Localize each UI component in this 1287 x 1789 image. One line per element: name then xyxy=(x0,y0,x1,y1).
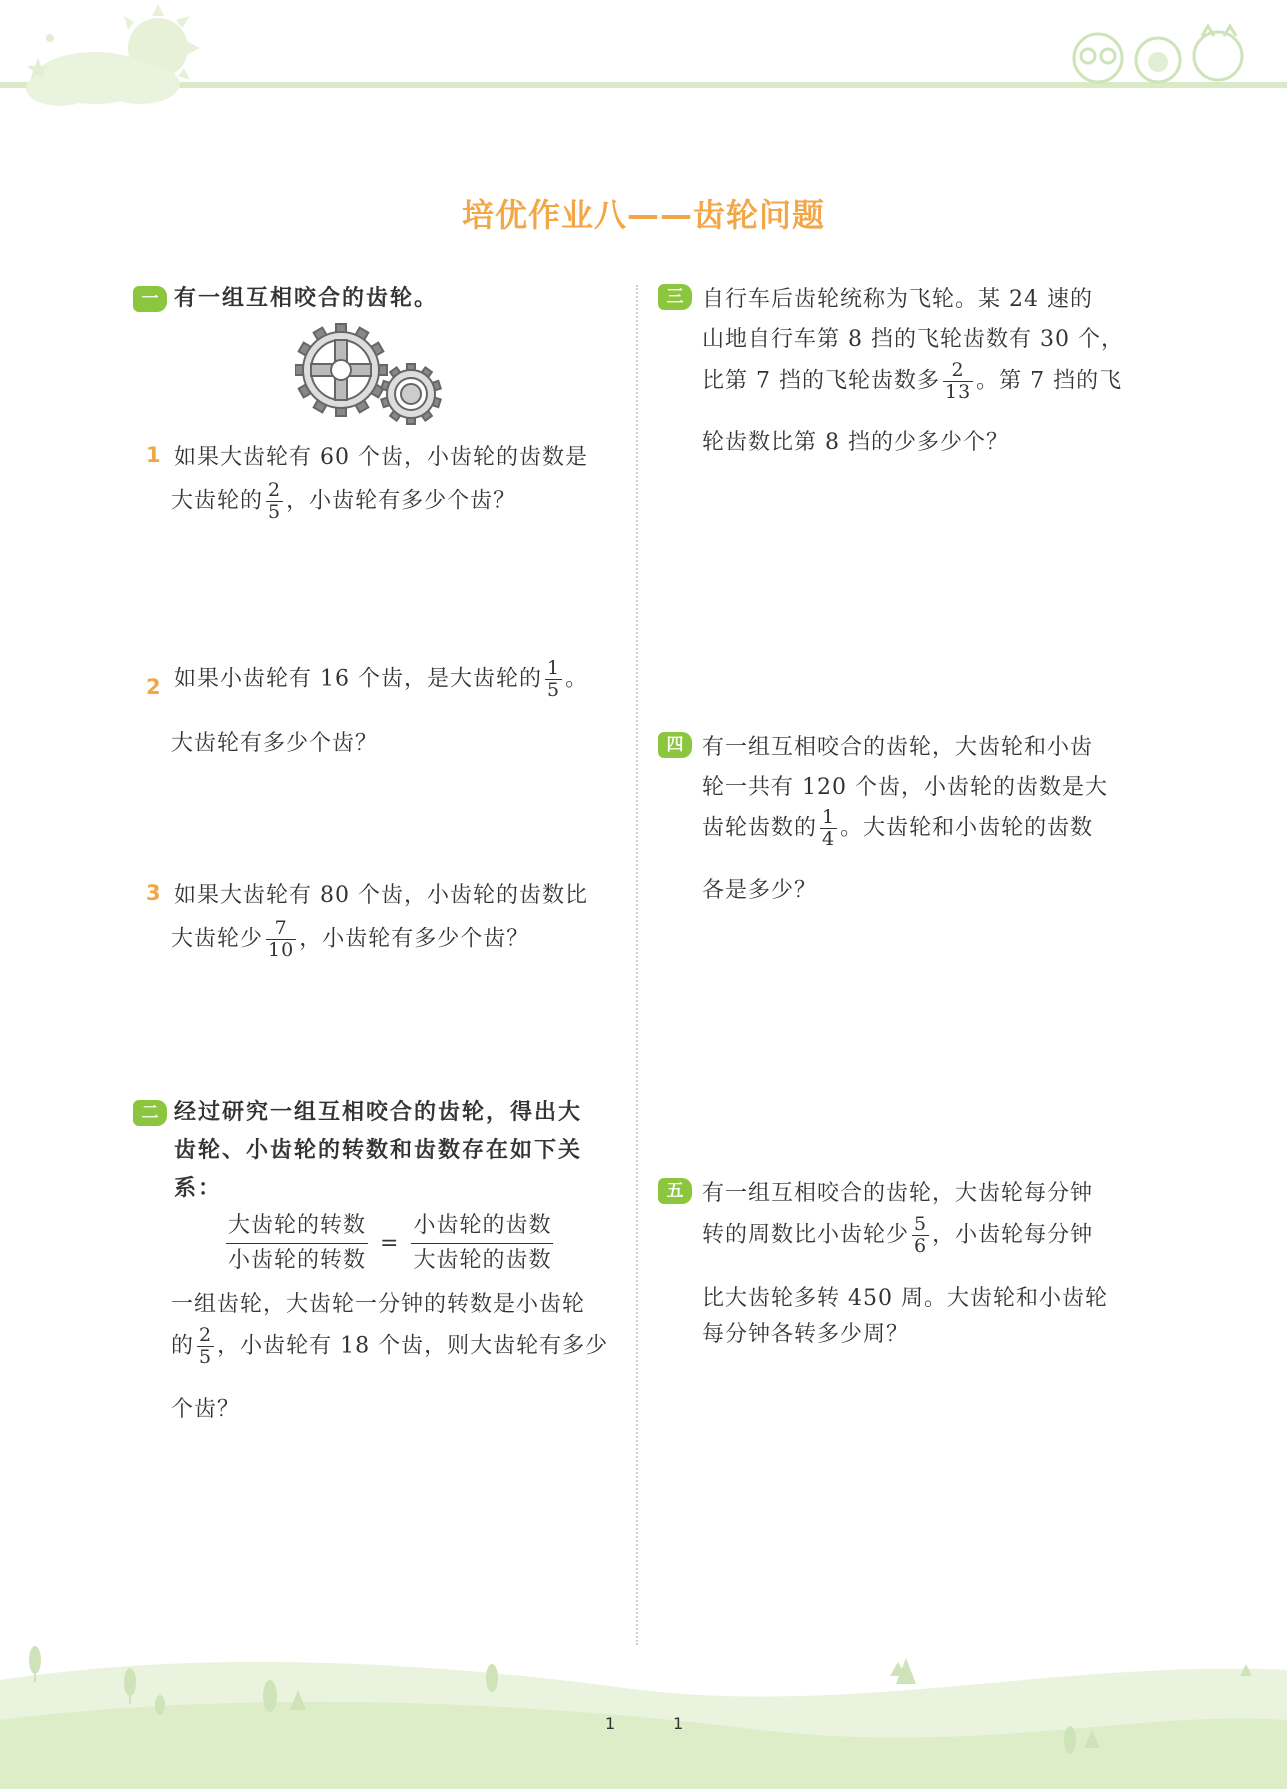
q3-line-2: 大齿轮少 $\frac{7}{10}$ ，小齿轮有多少个齿？ xyxy=(171,917,530,961)
s4-line-3: 齿轮齿数的 $\frac{1}{4}$ 。大齿轮和小齿轮的齿数 xyxy=(702,806,1094,850)
fraction: $\frac{1}{5}$ xyxy=(546,657,561,701)
s2-line-3: 个齿？ xyxy=(171,1397,241,1422)
page-title: 培优作业八——齿轮问题 xyxy=(461,196,825,234)
section-badge-2: 二 xyxy=(133,1100,167,1126)
s4-line-2: 轮一共有 120 个齿，小齿轮的齿数是大 xyxy=(702,775,1108,800)
animal-faces-icon xyxy=(1058,18,1258,88)
section-badge-4: 四 xyxy=(658,732,692,758)
fraction: $\frac{2}{5}$ xyxy=(199,1324,213,1368)
q2-line-2: 大齿轮有多少个齿？ xyxy=(171,731,379,756)
fraction: $\frac{7}{10}$ xyxy=(268,917,295,961)
section-badge-3: 三 xyxy=(658,284,692,310)
question-number-1: 1 xyxy=(146,443,161,467)
s4-line-1: 有一组互相咬合的齿轮，大齿轮和小齿 xyxy=(702,735,1094,760)
question-number-2: 2 xyxy=(146,675,161,699)
s5-line-1: 有一组互相咬合的齿轮，大齿轮每分钟 xyxy=(702,1181,1094,1206)
section-badge-1: 一 xyxy=(133,286,167,312)
s5-line-4: 每分钟各转多少周？ xyxy=(702,1322,910,1347)
gears-icon xyxy=(295,322,447,430)
fraction: $\frac{2}{13}$ xyxy=(944,359,972,403)
fraction: $\frac{1}{4}$ xyxy=(822,806,836,850)
s3-line-1: 自行车后齿轮统称为飞轮。某 24 速的 xyxy=(702,287,1093,312)
s2-line-2: 的 $\frac{2}{5}$ ，小齿轮有 18 个齿，则大齿轮有多少 xyxy=(171,1324,609,1368)
q1-line-1: 如果大齿轮有 60 个齿，小齿轮的齿数是 xyxy=(174,445,588,470)
s2-line-1: 一组齿轮，大齿轮一分钟的转数是小齿轮 xyxy=(171,1292,586,1317)
section-badge-5: 五 xyxy=(658,1178,692,1204)
s5-line-2: 转的周数比小齿轮少 $\frac{5}{6}$ ，小齿轮每分钟 xyxy=(702,1213,1094,1257)
q1-line-2: 大齿轮的 $\frac{2}{5}$ ，小齿轮有多少个齿？ xyxy=(171,479,517,523)
s5-line-3: 比大齿轮多转 450 周。大齿轮和小齿轮 xyxy=(702,1286,1108,1311)
fraction: $\frac{2}{5}$ xyxy=(268,479,282,523)
column-divider xyxy=(636,285,638,1645)
section-2-heading-line-3: 系： xyxy=(174,1176,223,1201)
s3-line-4: 轮齿数比第 8 挡的少多少个？ xyxy=(702,430,1009,455)
fraction: $\frac{5}{6}$ xyxy=(914,1213,928,1257)
question-number-3: 3 xyxy=(146,881,161,905)
s4-line-4: 各是多少？ xyxy=(702,878,818,903)
page-number-right: 1 xyxy=(673,1714,684,1733)
section-2-heading-line-1: 经过研究一组互相咬合的齿轮，得出大 xyxy=(174,1100,583,1125)
gear-ratio-formula: 大齿轮的转数 小齿轮的转数 = 小齿轮的齿数 大齿轮的齿数 xyxy=(226,1209,553,1278)
q2-line-1: 如果小齿轮有 16 个齿，是大齿轮的 $\frac{1}{5}$ 。 xyxy=(174,657,589,701)
cloud-sun-icon xyxy=(0,0,210,115)
s3-line-2: 山地自行车第 8 挡的飞轮齿数有 30 个， xyxy=(702,327,1124,352)
section-2-heading-line-2: 齿轮、小齿轮的转数和齿数存在如下关 xyxy=(174,1138,583,1163)
footer-hills xyxy=(0,1620,1287,1789)
s3-line-3: 比第 7 挡的飞轮齿数多 $\frac{2}{13}$ 。第 7 挡的飞 xyxy=(702,359,1123,403)
page-number-left: 1 xyxy=(605,1714,616,1733)
section-1-heading: 有一组互相咬合的齿轮。 xyxy=(174,286,439,311)
q3-line-1: 如果大齿轮有 80 个齿，小齿轮的齿数比 xyxy=(174,883,588,908)
